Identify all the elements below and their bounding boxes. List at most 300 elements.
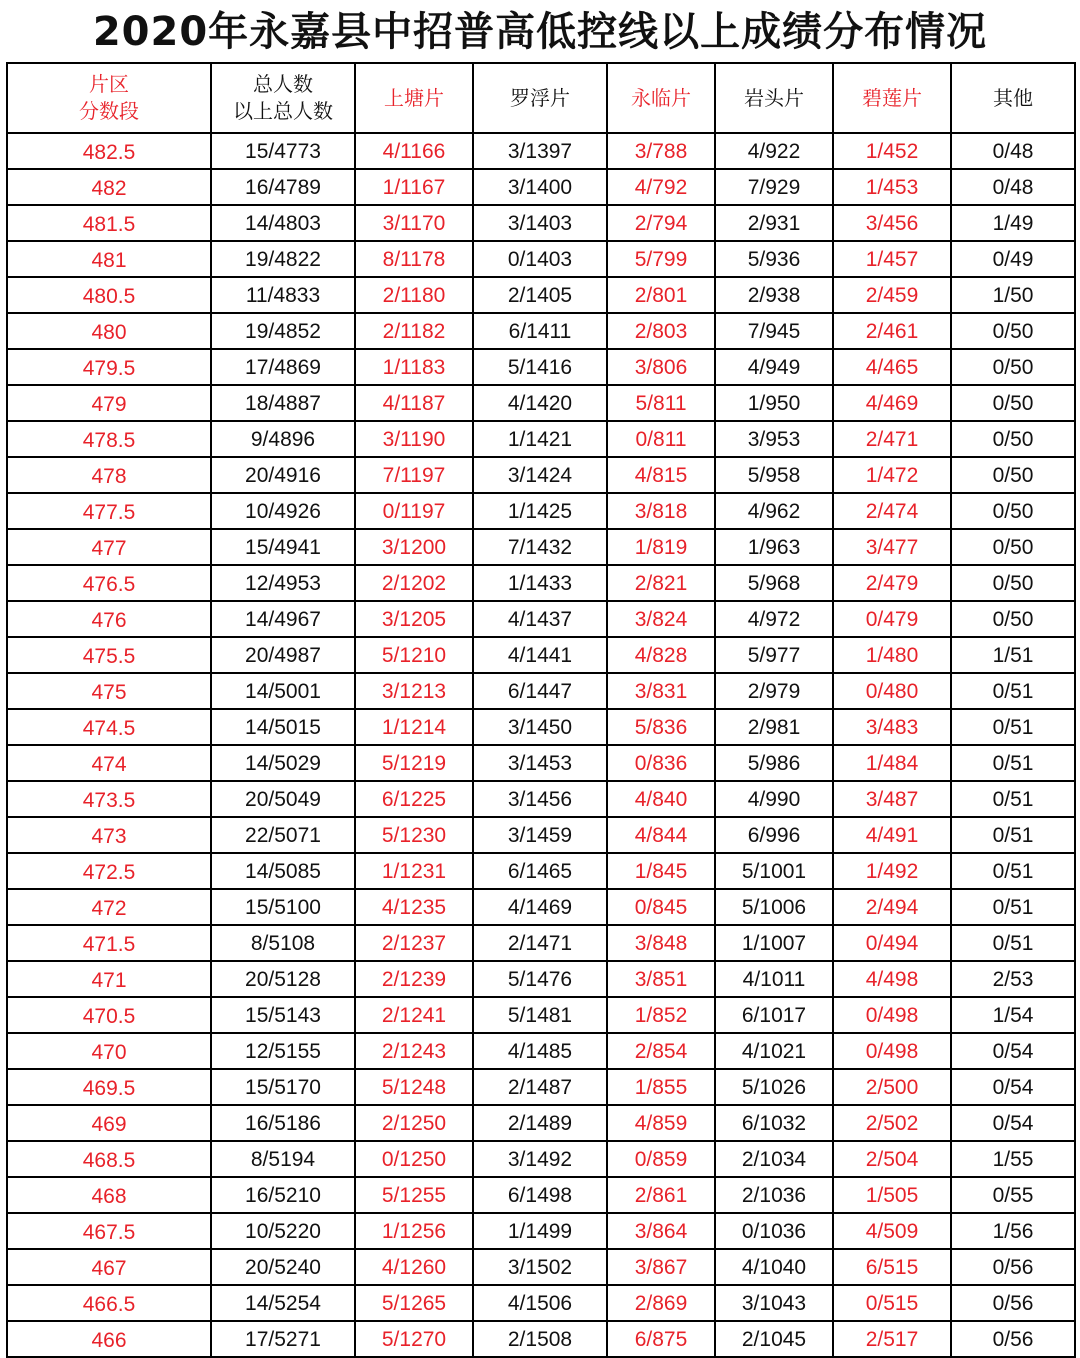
table-row bbox=[7, 961, 1075, 997]
cell-bilian: 2/479 bbox=[833, 565, 951, 601]
cell-yonglin: 3/851 bbox=[607, 961, 715, 997]
cell-luofu: 6/1447 bbox=[473, 673, 607, 709]
cell-luofu: 6/1465 bbox=[473, 853, 607, 889]
cell-total: 10/5220 bbox=[211, 1213, 355, 1249]
cell-luofu: 2/1471 bbox=[473, 925, 607, 961]
cell-yonglin: 3/867 bbox=[607, 1249, 715, 1285]
cell-yantou: 5/1026 bbox=[715, 1069, 833, 1105]
cell-shangtang: 5/1255 bbox=[355, 1177, 473, 1213]
cell-score-band: 466 bbox=[7, 1321, 211, 1357]
table-row bbox=[7, 241, 1075, 277]
cell-score-band: 477.5 bbox=[7, 493, 211, 529]
table-row bbox=[7, 1033, 1075, 1069]
cell-yantou: 4/990 bbox=[715, 781, 833, 817]
cell-bilian: 2/502 bbox=[833, 1105, 951, 1141]
cell-other: 0/50 bbox=[951, 601, 1075, 637]
cell-other: 0/50 bbox=[951, 493, 1075, 529]
cell-yantou: 6/1032 bbox=[715, 1105, 833, 1141]
cell-total: 16/5186 bbox=[211, 1105, 355, 1141]
cell-total: 8/5108 bbox=[211, 925, 355, 961]
cell-yonglin: 5/836 bbox=[607, 709, 715, 745]
table-row bbox=[7, 853, 1075, 889]
cell-luofu: 3/1456 bbox=[473, 781, 607, 817]
header-total-line1: 总人数 bbox=[253, 72, 313, 96]
cell-yonglin: 0/811 bbox=[607, 421, 715, 457]
cell-bilian: 0/494 bbox=[833, 925, 951, 961]
cell-score-band: 481.5 bbox=[7, 205, 211, 241]
cell-shangtang: 8/1178 bbox=[355, 241, 473, 277]
cell-other: 0/55 bbox=[951, 1177, 1075, 1213]
cell-yantou: 4/1021 bbox=[715, 1033, 833, 1069]
cell-yonglin: 4/815 bbox=[607, 457, 715, 493]
cell-total: 14/5029 bbox=[211, 745, 355, 781]
cell-other: 1/54 bbox=[951, 997, 1075, 1033]
cell-score-band: 467.5 bbox=[7, 1213, 211, 1249]
cell-yantou: 4/1040 bbox=[715, 1249, 833, 1285]
score-distribution-table bbox=[6, 62, 1076, 1358]
cell-other: 1/49 bbox=[951, 205, 1075, 241]
cell-bilian: 3/456 bbox=[833, 205, 951, 241]
cell-score-band: 473 bbox=[7, 817, 211, 853]
cell-score-band: 471.5 bbox=[7, 925, 211, 961]
cell-score-band: 476 bbox=[7, 601, 211, 637]
cell-score-band: 473.5 bbox=[7, 781, 211, 817]
cell-total: 15/4773 bbox=[211, 133, 355, 169]
cell-score-band: 469.5 bbox=[7, 1069, 211, 1105]
cell-total: 19/4822 bbox=[211, 241, 355, 277]
header-shangtang: 上塘片 bbox=[355, 63, 473, 133]
cell-yonglin: 3/848 bbox=[607, 925, 715, 961]
cell-other: 0/50 bbox=[951, 565, 1075, 601]
cell-yonglin: 4/844 bbox=[607, 817, 715, 853]
cell-total: 22/5071 bbox=[211, 817, 355, 853]
cell-yonglin: 2/803 bbox=[607, 313, 715, 349]
cell-total: 17/5271 bbox=[211, 1321, 355, 1357]
cell-luofu: 5/1481 bbox=[473, 997, 607, 1033]
cell-total: 20/5240 bbox=[211, 1249, 355, 1285]
cell-shangtang: 1/1214 bbox=[355, 709, 473, 745]
page-title: 2020年永嘉县中招普高低控线以上成绩分布情况 bbox=[92, 9, 988, 55]
cell-score-band: 471 bbox=[7, 961, 211, 997]
cell-total: 15/4941 bbox=[211, 529, 355, 565]
cell-bilian: 1/492 bbox=[833, 853, 951, 889]
cell-score-band: 480.5 bbox=[7, 277, 211, 313]
table-row bbox=[7, 601, 1075, 637]
cell-other: 0/50 bbox=[951, 421, 1075, 457]
cell-score-band: 475 bbox=[7, 673, 211, 709]
cell-luofu: 4/1420 bbox=[473, 385, 607, 421]
cell-shangtang: 5/1270 bbox=[355, 1321, 473, 1357]
cell-shangtang: 3/1190 bbox=[355, 421, 473, 457]
cell-luofu: 1/1499 bbox=[473, 1213, 607, 1249]
cell-score-band: 482.5 bbox=[7, 133, 211, 169]
cell-yonglin: 2/869 bbox=[607, 1285, 715, 1321]
cell-yantou: 3/953 bbox=[715, 421, 833, 457]
cell-shangtang: 2/1202 bbox=[355, 565, 473, 601]
cell-yonglin: 1/845 bbox=[607, 853, 715, 889]
cell-luofu: 6/1498 bbox=[473, 1177, 607, 1213]
cell-bilian: 1/457 bbox=[833, 241, 951, 277]
cell-yantou: 2/931 bbox=[715, 205, 833, 241]
cell-yonglin: 3/864 bbox=[607, 1213, 715, 1249]
table-row bbox=[7, 637, 1075, 673]
cell-shangtang: 3/1205 bbox=[355, 601, 473, 637]
cell-yantou: 5/986 bbox=[715, 745, 833, 781]
cell-bilian: 3/483 bbox=[833, 709, 951, 745]
cell-other: 0/54 bbox=[951, 1069, 1075, 1105]
table-row bbox=[7, 709, 1075, 745]
cell-other: 0/51 bbox=[951, 925, 1075, 961]
cell-luofu: 3/1502 bbox=[473, 1249, 607, 1285]
cell-other: 0/50 bbox=[951, 385, 1075, 421]
cell-yantou: 1/1007 bbox=[715, 925, 833, 961]
cell-score-band: 472 bbox=[7, 889, 211, 925]
cell-yantou: 0/1036 bbox=[715, 1213, 833, 1249]
table-row bbox=[7, 1285, 1075, 1321]
cell-luofu: 2/1489 bbox=[473, 1105, 607, 1141]
cell-yantou: 1/963 bbox=[715, 529, 833, 565]
cell-shangtang: 2/1180 bbox=[355, 277, 473, 313]
cell-luofu: 4/1506 bbox=[473, 1285, 607, 1321]
cell-yonglin: 0/845 bbox=[607, 889, 715, 925]
cell-luofu: 1/1421 bbox=[473, 421, 607, 457]
cell-yantou: 7/945 bbox=[715, 313, 833, 349]
cell-score-band: 476.5 bbox=[7, 565, 211, 601]
table-row bbox=[7, 1321, 1075, 1357]
cell-bilian: 4/509 bbox=[833, 1213, 951, 1249]
cell-luofu: 3/1459 bbox=[473, 817, 607, 853]
cell-yantou: 5/968 bbox=[715, 565, 833, 601]
cell-yantou: 5/958 bbox=[715, 457, 833, 493]
cell-bilian: 4/465 bbox=[833, 349, 951, 385]
cell-bilian: 0/498 bbox=[833, 1033, 951, 1069]
cell-bilian: 4/491 bbox=[833, 817, 951, 853]
cell-other: 0/51 bbox=[951, 781, 1075, 817]
cell-bilian: 1/453 bbox=[833, 169, 951, 205]
cell-luofu: 3/1397 bbox=[473, 133, 607, 169]
cell-bilian: 4/469 bbox=[833, 385, 951, 421]
cell-luofu: 3/1424 bbox=[473, 457, 607, 493]
cell-yonglin: 4/840 bbox=[607, 781, 715, 817]
table-row bbox=[7, 889, 1075, 925]
cell-total: 8/5194 bbox=[211, 1141, 355, 1177]
cell-score-band: 466.5 bbox=[7, 1285, 211, 1321]
cell-other: 0/48 bbox=[951, 133, 1075, 169]
cell-bilian: 2/494 bbox=[833, 889, 951, 925]
cell-other: 0/56 bbox=[951, 1321, 1075, 1357]
cell-score-band: 479 bbox=[7, 385, 211, 421]
cell-yantou: 4/972 bbox=[715, 601, 833, 637]
cell-luofu: 1/1425 bbox=[473, 493, 607, 529]
cell-yantou: 4/922 bbox=[715, 133, 833, 169]
table-row bbox=[7, 1069, 1075, 1105]
cell-score-band: 479.5 bbox=[7, 349, 211, 385]
cell-bilian: 1/480 bbox=[833, 637, 951, 673]
cell-score-band: 469 bbox=[7, 1105, 211, 1141]
cell-bilian: 2/461 bbox=[833, 313, 951, 349]
cell-bilian: 3/487 bbox=[833, 781, 951, 817]
cell-score-band: 470 bbox=[7, 1033, 211, 1069]
cell-yantou: 3/1043 bbox=[715, 1285, 833, 1321]
cell-yantou: 5/977 bbox=[715, 637, 833, 673]
cell-yonglin: 5/811 bbox=[607, 385, 715, 421]
cell-yantou: 4/962 bbox=[715, 493, 833, 529]
cell-total: 11/4833 bbox=[211, 277, 355, 313]
cell-luofu: 3/1450 bbox=[473, 709, 607, 745]
cell-yantou: 1/950 bbox=[715, 385, 833, 421]
table-row bbox=[7, 529, 1075, 565]
table-header-row bbox=[7, 63, 1075, 133]
header-luofu: 罗浮片 bbox=[473, 63, 607, 133]
cell-shangtang: 6/1225 bbox=[355, 781, 473, 817]
cell-yonglin: 2/854 bbox=[607, 1033, 715, 1069]
table-row bbox=[7, 673, 1075, 709]
cell-yantou: 2/1036 bbox=[715, 1177, 833, 1213]
cell-shangtang: 4/1187 bbox=[355, 385, 473, 421]
cell-yonglin: 2/821 bbox=[607, 565, 715, 601]
cell-shangtang: 3/1170 bbox=[355, 205, 473, 241]
table-row bbox=[7, 1213, 1075, 1249]
cell-shangtang: 2/1250 bbox=[355, 1105, 473, 1141]
cell-bilian: 2/471 bbox=[833, 421, 951, 457]
header-score-line2: 分数段 bbox=[79, 99, 139, 123]
cell-shangtang: 2/1241 bbox=[355, 997, 473, 1033]
table-row bbox=[7, 493, 1075, 529]
cell-shangtang: 4/1235 bbox=[355, 889, 473, 925]
table-row bbox=[7, 565, 1075, 601]
table-row bbox=[7, 277, 1075, 313]
cell-shangtang: 7/1197 bbox=[355, 457, 473, 493]
cell-score-band: 468.5 bbox=[7, 1141, 211, 1177]
cell-total: 14/5001 bbox=[211, 673, 355, 709]
table-row bbox=[7, 817, 1075, 853]
cell-bilian: 2/504 bbox=[833, 1141, 951, 1177]
cell-yonglin: 2/861 bbox=[607, 1177, 715, 1213]
cell-bilian: 2/500 bbox=[833, 1069, 951, 1105]
cell-yantou: 6/996 bbox=[715, 817, 833, 853]
cell-other: 2/53 bbox=[951, 961, 1075, 997]
cell-bilian: 4/498 bbox=[833, 961, 951, 997]
cell-yantou: 4/949 bbox=[715, 349, 833, 385]
cell-other: 0/54 bbox=[951, 1033, 1075, 1069]
cell-bilian: 1/484 bbox=[833, 745, 951, 781]
cell-total: 14/4803 bbox=[211, 205, 355, 241]
cell-yonglin: 2/794 bbox=[607, 205, 715, 241]
cell-shangtang: 5/1265 bbox=[355, 1285, 473, 1321]
table-body bbox=[7, 133, 1075, 1357]
cell-luofu: 3/1492 bbox=[473, 1141, 607, 1177]
table-row bbox=[7, 421, 1075, 457]
cell-score-band: 472.5 bbox=[7, 853, 211, 889]
cell-yonglin: 6/875 bbox=[607, 1321, 715, 1357]
cell-luofu: 3/1400 bbox=[473, 169, 607, 205]
cell-other: 0/51 bbox=[951, 745, 1075, 781]
cell-shangtang: 1/1183 bbox=[355, 349, 473, 385]
cell-yonglin: 4/859 bbox=[607, 1105, 715, 1141]
cell-score-band: 480 bbox=[7, 313, 211, 349]
cell-yantou: 2/1045 bbox=[715, 1321, 833, 1357]
cell-luofu: 5/1416 bbox=[473, 349, 607, 385]
cell-other: 0/56 bbox=[951, 1249, 1075, 1285]
cell-yonglin: 1/852 bbox=[607, 997, 715, 1033]
cell-luofu: 3/1453 bbox=[473, 745, 607, 781]
cell-shangtang: 5/1230 bbox=[355, 817, 473, 853]
cell-yantou: 7/929 bbox=[715, 169, 833, 205]
cell-other: 1/56 bbox=[951, 1213, 1075, 1249]
cell-other: 0/51 bbox=[951, 889, 1075, 925]
cell-score-band: 468 bbox=[7, 1177, 211, 1213]
table-row bbox=[7, 1177, 1075, 1213]
table-row bbox=[7, 1141, 1075, 1177]
cell-score-band: 481 bbox=[7, 241, 211, 277]
cell-bilian: 0/498 bbox=[833, 997, 951, 1033]
cell-luofu: 6/1411 bbox=[473, 313, 607, 349]
cell-total: 12/4953 bbox=[211, 565, 355, 601]
cell-total: 16/4789 bbox=[211, 169, 355, 205]
cell-other: 1/51 bbox=[951, 637, 1075, 673]
cell-yantou: 4/1011 bbox=[715, 961, 833, 997]
cell-total: 9/4896 bbox=[211, 421, 355, 457]
cell-luofu: 4/1437 bbox=[473, 601, 607, 637]
cell-yonglin: 0/859 bbox=[607, 1141, 715, 1177]
cell-shangtang: 1/1167 bbox=[355, 169, 473, 205]
cell-total: 16/5210 bbox=[211, 1177, 355, 1213]
header-total-line2: 以上总人数 bbox=[233, 99, 333, 123]
header-score-line1: 片区 bbox=[89, 72, 129, 96]
cell-shangtang: 2/1182 bbox=[355, 313, 473, 349]
table-row bbox=[7, 1105, 1075, 1141]
cell-luofu: 4/1469 bbox=[473, 889, 607, 925]
cell-yonglin: 3/806 bbox=[607, 349, 715, 385]
table-row bbox=[7, 1249, 1075, 1285]
cell-total: 17/4869 bbox=[211, 349, 355, 385]
cell-other: 0/50 bbox=[951, 349, 1075, 385]
table-row bbox=[7, 781, 1075, 817]
cell-bilian: 0/515 bbox=[833, 1285, 951, 1321]
cell-total: 14/5015 bbox=[211, 709, 355, 745]
cell-bilian: 2/517 bbox=[833, 1321, 951, 1357]
cell-yantou: 2/981 bbox=[715, 709, 833, 745]
cell-other: 1/50 bbox=[951, 277, 1075, 313]
cell-luofu: 2/1487 bbox=[473, 1069, 607, 1105]
cell-total: 15/5143 bbox=[211, 997, 355, 1033]
cell-yonglin: 3/831 bbox=[607, 673, 715, 709]
cell-bilian: 2/474 bbox=[833, 493, 951, 529]
cell-shangtang: 0/1197 bbox=[355, 493, 473, 529]
table-row bbox=[7, 205, 1075, 241]
cell-score-band: 477 bbox=[7, 529, 211, 565]
cell-yantou: 5/1001 bbox=[715, 853, 833, 889]
cell-score-band: 474 bbox=[7, 745, 211, 781]
cell-luofu: 1/1433 bbox=[473, 565, 607, 601]
cell-bilian: 0/479 bbox=[833, 601, 951, 637]
cell-other: 0/56 bbox=[951, 1285, 1075, 1321]
cell-score-band: 467 bbox=[7, 1249, 211, 1285]
cell-luofu: 4/1485 bbox=[473, 1033, 607, 1069]
cell-bilian: 1/452 bbox=[833, 133, 951, 169]
cell-score-band: 482 bbox=[7, 169, 211, 205]
table-row bbox=[7, 997, 1075, 1033]
cell-other: 0/51 bbox=[951, 853, 1075, 889]
cell-bilian: 3/477 bbox=[833, 529, 951, 565]
cell-total: 15/5100 bbox=[211, 889, 355, 925]
cell-other: 0/51 bbox=[951, 817, 1075, 853]
cell-luofu: 5/1476 bbox=[473, 961, 607, 997]
cell-other: 0/54 bbox=[951, 1105, 1075, 1141]
cell-shangtang: 4/1260 bbox=[355, 1249, 473, 1285]
cell-yantou: 2/979 bbox=[715, 673, 833, 709]
cell-total: 20/4987 bbox=[211, 637, 355, 673]
cell-other: 0/49 bbox=[951, 241, 1075, 277]
cell-yonglin: 3/788 bbox=[607, 133, 715, 169]
cell-total: 14/4967 bbox=[211, 601, 355, 637]
cell-luofu: 3/1403 bbox=[473, 205, 607, 241]
cell-bilian: 0/480 bbox=[833, 673, 951, 709]
header-total bbox=[211, 63, 355, 133]
cell-other: 1/55 bbox=[951, 1141, 1075, 1177]
cell-bilian: 1/505 bbox=[833, 1177, 951, 1213]
cell-total: 14/5085 bbox=[211, 853, 355, 889]
cell-luofu: 7/1432 bbox=[473, 529, 607, 565]
header-score-band bbox=[7, 63, 211, 133]
table-row bbox=[7, 313, 1075, 349]
cell-total: 20/4916 bbox=[211, 457, 355, 493]
cell-other: 0/50 bbox=[951, 529, 1075, 565]
cell-yonglin: 1/819 bbox=[607, 529, 715, 565]
table-row bbox=[7, 349, 1075, 385]
cell-other: 0/51 bbox=[951, 709, 1075, 745]
header-other: 其他 bbox=[951, 63, 1075, 133]
cell-score-band: 475.5 bbox=[7, 637, 211, 673]
header-yonglin: 永临片 bbox=[607, 63, 715, 133]
cell-total: 15/5170 bbox=[211, 1069, 355, 1105]
cell-bilian: 1/472 bbox=[833, 457, 951, 493]
cell-other: 0/51 bbox=[951, 673, 1075, 709]
table-row bbox=[7, 457, 1075, 493]
cell-luofu: 2/1508 bbox=[473, 1321, 607, 1357]
cell-shangtang: 0/1250 bbox=[355, 1141, 473, 1177]
cell-score-band: 478.5 bbox=[7, 421, 211, 457]
cell-luofu: 0/1403 bbox=[473, 241, 607, 277]
cell-total: 19/4852 bbox=[211, 313, 355, 349]
table-row bbox=[7, 745, 1075, 781]
cell-luofu: 4/1441 bbox=[473, 637, 607, 673]
cell-yantou: 6/1017 bbox=[715, 997, 833, 1033]
cell-total: 20/5049 bbox=[211, 781, 355, 817]
header-yantou: 岩头片 bbox=[715, 63, 833, 133]
cell-yonglin: 3/824 bbox=[607, 601, 715, 637]
cell-shangtang: 2/1243 bbox=[355, 1033, 473, 1069]
cell-other: 0/50 bbox=[951, 457, 1075, 493]
cell-total: 14/5254 bbox=[211, 1285, 355, 1321]
cell-yantou: 2/938 bbox=[715, 277, 833, 313]
cell-bilian: 6/515 bbox=[833, 1249, 951, 1285]
table-row bbox=[7, 133, 1075, 169]
table-row bbox=[7, 385, 1075, 421]
cell-shangtang: 2/1239 bbox=[355, 961, 473, 997]
table-row bbox=[7, 169, 1075, 205]
cell-shangtang: 1/1256 bbox=[355, 1213, 473, 1249]
cell-luofu: 2/1405 bbox=[473, 277, 607, 313]
cell-shangtang: 3/1213 bbox=[355, 673, 473, 709]
cell-yonglin: 4/828 bbox=[607, 637, 715, 673]
cell-shangtang: 4/1166 bbox=[355, 133, 473, 169]
cell-other: 0/50 bbox=[951, 313, 1075, 349]
cell-score-band: 478 bbox=[7, 457, 211, 493]
cell-yantou: 2/1034 bbox=[715, 1141, 833, 1177]
cell-score-band: 474.5 bbox=[7, 709, 211, 745]
cell-yonglin: 1/855 bbox=[607, 1069, 715, 1105]
